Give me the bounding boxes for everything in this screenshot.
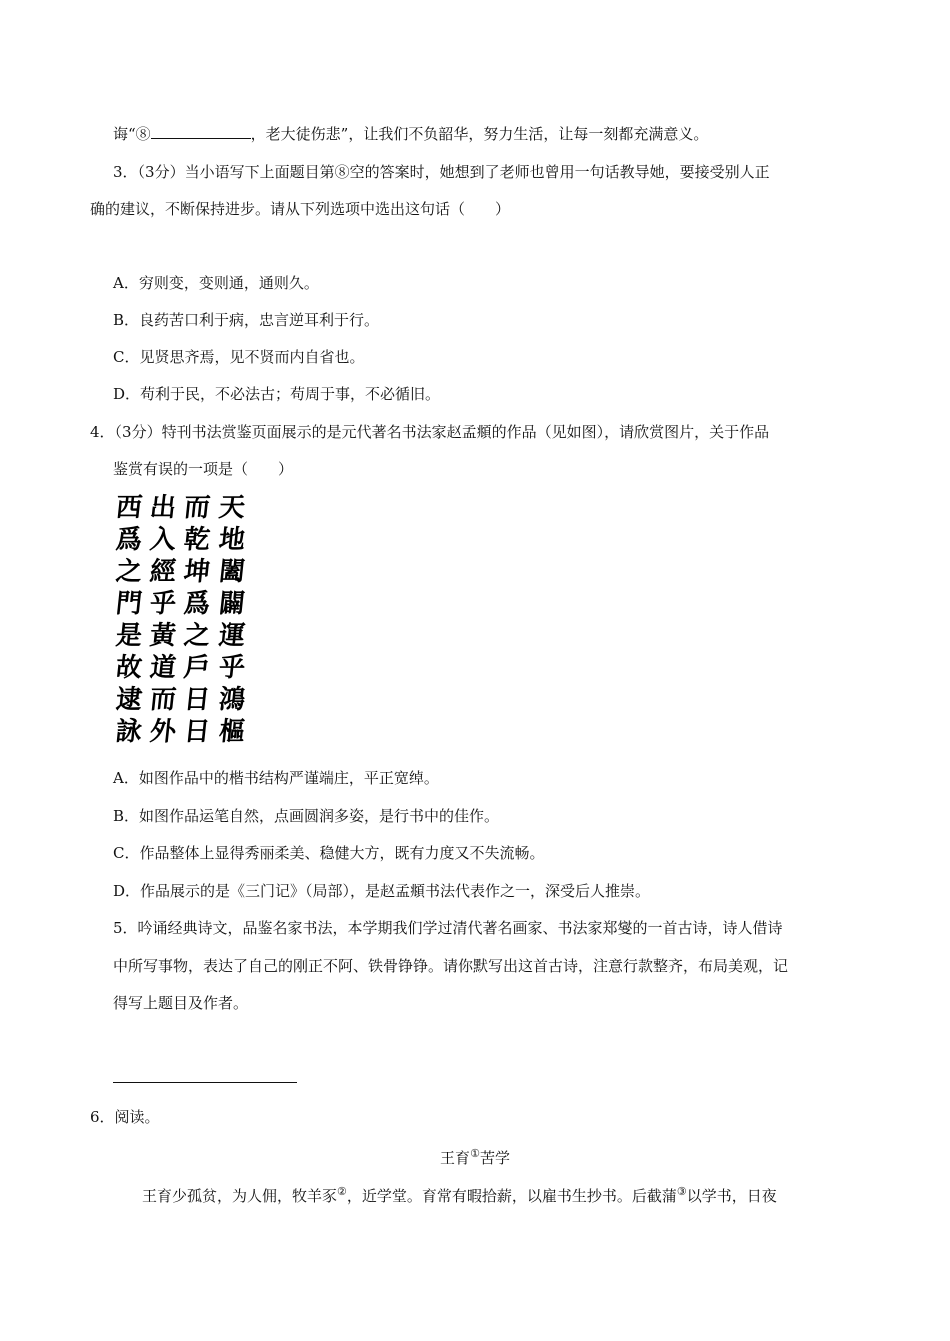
calligraphy-char: 之 (182, 621, 212, 651)
q2-tail-suffix: ，老大徒伤悲”，让我们不负韶华，努力生活，让每一刻都充满意义。 (250, 125, 709, 143)
q6-label: 6．阅读。 (90, 1108, 160, 1126)
q3-option-c[interactable]: C．见贤思齐焉，见不贤而内自省也。 (113, 348, 365, 366)
calligraphy-char: 經 (148, 557, 178, 587)
calligraphy-char: 是 (114, 621, 144, 651)
passage-title-part2: 苦学 (479, 1149, 510, 1167)
calligraphy-column (216, 492, 248, 748)
calligraphy-char: 入 (148, 525, 178, 555)
calligraphy-char: 門 (114, 589, 144, 619)
passage-title-part1: 王育 (440, 1149, 471, 1167)
passage-title (0, 1144, 950, 1168)
q5-stem-line3: 得写上题目及作者。 (113, 994, 249, 1012)
calligraphy-column (113, 492, 145, 748)
q5-stem-line1: 5．吟诵经典诗文，品鉴名家书法，本学期我们学过清代著名画家、书法家郑燮的一首古诗，诗人借诗 (113, 919, 783, 937)
passage-text: 以学书，日夜 (686, 1187, 777, 1205)
calligraphy-char: 而 (182, 493, 212, 523)
calligraphy-char: 日 (182, 685, 212, 715)
calligraphy-char: 地 (217, 525, 247, 555)
calligraphy-char: 乎 (217, 653, 247, 683)
answer-blank[interactable] (151, 124, 251, 139)
calligraphy-char: 樞 (217, 717, 247, 747)
calligraphy-column (147, 492, 179, 748)
q3-stem-line2: 确的建议，不断保持进步。请从下列选项中选出这句话（ ） (90, 200, 511, 218)
calligraphy-char: 戶 (182, 653, 212, 683)
q4-stem-line2: 鉴赏有误的一项是（ ） (113, 460, 294, 478)
calligraphy-char: 出 (148, 493, 178, 523)
calligraphy-char: 外 (148, 717, 178, 747)
calligraphy-char: 黃 (148, 621, 178, 651)
calligraphy-char: 日 (182, 717, 212, 747)
q2-tail-prefix: 诲“⑧ (113, 125, 151, 143)
calligraphy-char: 故 (114, 653, 144, 683)
passage-text: 王育少孤贫，为人佣，牧羊豕 (142, 1187, 338, 1205)
calligraphy-char: 爲 (114, 525, 144, 555)
q3-option-b[interactable]: B．良药苦口利于病，忠言逆耳利于行。 (113, 311, 380, 329)
passage-text: ，近学堂。育常有暇拾薪，以雇书生抄书。后截蒲 (346, 1187, 677, 1205)
passage-paragraph (142, 1182, 777, 1206)
calligraphy-char: 鴻 (217, 685, 247, 715)
q4-stem-line1: 4．（3分）特刊书法赏鉴页面展示的是元代著名书法家赵孟頫的作品（见如图），请欣赏图片，关于作品 (90, 423, 770, 441)
calligraphy-char: 坤 (182, 557, 212, 587)
calligraphy-char: 詠 (114, 717, 144, 747)
q4-option-a[interactable]: A．如图作品中的楷书结构严谨端庄，平正宽绰。 (113, 769, 439, 787)
q3-stem-line1: 3．（3分）当小语写下上面题目第⑧空的答案时，她想到了老师也曾用一句话教导她，要接受别人正 (113, 163, 770, 181)
calligraphy-image (113, 492, 248, 750)
calligraphy-char: 運 (217, 621, 247, 651)
footnote-marker: ① (470, 1147, 480, 1160)
calligraphy-char: 闢 (217, 589, 247, 619)
calligraphy-char: 而 (148, 685, 178, 715)
answer-line[interactable] (113, 1082, 297, 1083)
q4-option-d[interactable]: D．作品展示的是《三门记》（局部），是赵孟頫书法代表作之一，深受后人推崇。 (113, 882, 651, 900)
q5-stem-line2: 中所写事物，表达了自己的刚正不阿、铁骨铮铮。请你默写出这首古诗，注意行款整齐，布局美观，记 (113, 957, 789, 975)
calligraphy-char: 爲 (182, 589, 212, 619)
q4-option-c[interactable]: C．作品整体上显得秀丽柔美、稳健大方，既有力度又不失流畅。 (113, 844, 545, 862)
calligraphy-char: 之 (114, 557, 144, 587)
calligraphy-column (181, 492, 213, 748)
calligraphy-char: 天 (217, 493, 247, 523)
q3-option-a[interactable]: A．穷则变，变则通，通则久。 (113, 274, 319, 292)
q2-tail-line (113, 124, 708, 144)
calligraphy-char: 乾 (182, 525, 212, 555)
q4-option-b[interactable]: B．如图作品运笔自然，点画圆润多姿，是行书中的佳作。 (113, 807, 500, 825)
calligraphy-char: 乎 (148, 589, 178, 619)
calligraphy-char: 逮 (114, 685, 144, 715)
calligraphy-char: 闔 (217, 557, 247, 587)
footnote-marker: ② (337, 1185, 347, 1198)
q3-option-d[interactable]: D．苟利于民，不必法古；苟周于事，不必循旧。 (113, 385, 441, 403)
calligraphy-char: 西 (114, 493, 144, 523)
calligraphy-char: 道 (148, 653, 178, 683)
footnote-marker: ③ (676, 1185, 687, 1198)
